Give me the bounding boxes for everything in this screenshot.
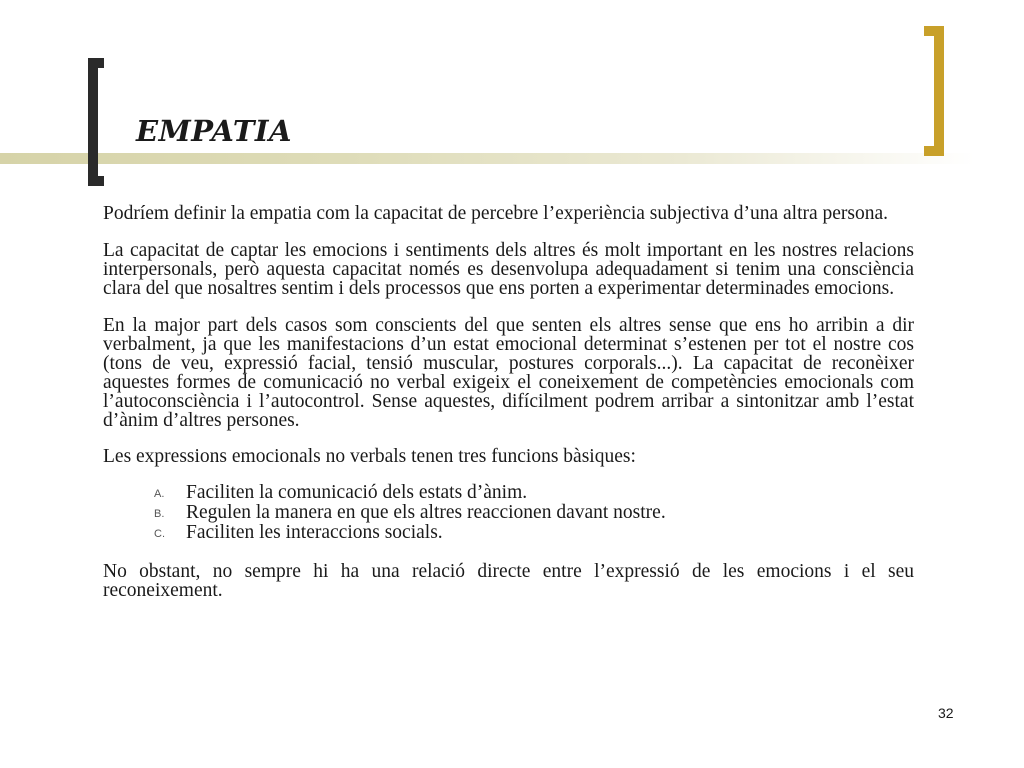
- list-item: [103, 523, 914, 543]
- list-marker: B.: [154, 508, 165, 520]
- list-item-text: Faciliten les interaccions socials.: [186, 522, 443, 543]
- list-item: [103, 483, 914, 503]
- list-item: [103, 503, 914, 523]
- functions-list: [103, 483, 914, 543]
- paragraph-definition: Podríem definir la empatia com la capacitat de percebre l’experiència subjectiva d’una altra persona.: [103, 203, 889, 224]
- left-bracket-decoration: [88, 58, 104, 186]
- title-underline-bar: [0, 153, 975, 164]
- right-bracket-decoration: [924, 26, 944, 156]
- page-number: 32: [938, 705, 954, 721]
- paragraph-functions-intro: Les expressions emocionals no verbals tenen tres funcions bàsiques:: [103, 446, 636, 467]
- slide-body: [103, 204, 914, 618]
- list-marker: C.: [154, 528, 165, 540]
- slide-title: EMPATIA: [136, 114, 292, 148]
- list-item-text: Faciliten la comunicació dels estats d’ànim.: [186, 482, 528, 503]
- list-marker: A.: [154, 488, 165, 500]
- list-item-text: Regulen la manera en que els altres reaccionen davant nostre.: [186, 502, 666, 523]
- paragraph-closing: No obstant, no sempre hi ha una relació directe entre l’expressió de les emocions i el seu reconeixement.: [103, 561, 914, 601]
- paragraph-capacity: La capacitat de captar les emocions i sentiments dels altres és molt important en les nostres relacions interpersonals, però aquesta capacitat només es desenvolupa adequadament si tenim una consciència clara del que nosaltres sentim i dels processos que ens porten a experimentar determinades emocions.: [103, 240, 914, 299]
- paragraph-nonverbal: En la major part dels casos som conscients del que senten els altres sense que ens ho arribin a dir verbalment, ja que les manifestacions d’un estat emocional determinat s’estenen per tot el nostre cos (tons de veu, expressió facial, tensió muscular, postures corporals...). La capacitat de reconèixer aquestes formes de comunicació no verbal exigeix el coneixement de competències emocionals com l’autoconsciència i l’autocontrol. Sense aquestes, difícilment podrem arribar a sintonitzar amb l’estat d’ànim d’altres persones.: [103, 315, 914, 431]
